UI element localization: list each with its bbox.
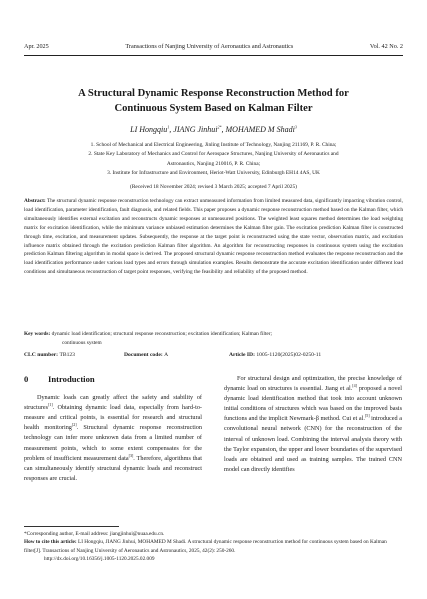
title-line: Continuous System Based on Kalman Filter	[114, 103, 313, 114]
classification-line	[24, 352, 403, 358]
clc-label: CLC number:	[24, 352, 59, 358]
doc-label: Document code:	[124, 352, 163, 358]
issue-date: Apr. 2025	[24, 42, 49, 50]
document-code	[124, 352, 229, 358]
body-text: . Structural dynamic response reconstruction technology can infer more unknown data from a limited number of measurement points, which to some extent compensates for the problem of insufficient measurement data	[24, 424, 202, 462]
article-id	[229, 352, 321, 358]
keywords	[24, 330, 403, 348]
keywords-text: dynamic load identification; structural response reconstruction; excitation identification; Kalman filter;	[51, 331, 272, 337]
affiliation-line: 3. Institute for Infrastructure and Environment, Heriot-Watt University, Edinburgh EH14 4AS, UK	[107, 170, 320, 177]
paper-title	[24, 86, 403, 116]
citation-ref[interactable]: [5]	[364, 413, 370, 419]
author-separator: ,	[169, 125, 174, 134]
affiliations	[30, 141, 397, 179]
citation-ref[interactable]: [2]	[71, 422, 77, 428]
section-heading	[24, 374, 202, 384]
abstract-label: Abstract:	[24, 198, 46, 204]
author-name: MOHAMED M Shadi	[225, 125, 295, 134]
header-rule	[24, 55, 403, 56]
corresponding-author: *Corresponding author, E-mail address: jiangjinhui@nuaa.edu.cn.	[24, 531, 165, 537]
article-label: Article ID:	[229, 352, 255, 358]
section-title: Introduction	[48, 374, 95, 384]
cite-text: LI Hongqiu, JIANG Jinhui, MOHAMED M Shadi. A structural dynamic response reconstruction method for continuous system based on Kalman filter[J]. Transactions of Nanjing University of Aeronautics and Astronautics, 2025, 42(2): 250-260.	[24, 539, 387, 554]
cite-label: How to cite this article:	[24, 539, 77, 546]
citation-ref[interactable]: [3]	[128, 452, 134, 458]
citation-ref[interactable]: [4]	[352, 383, 357, 389]
affiliation-line: 1. School of Mechanical and Electrical Engineering, Jinling Institute of Technology, Nanjing 211169, P. R. China;	[90, 142, 337, 148]
footnote-rule	[24, 526, 119, 527]
title-line: A Structural Dynamic Response Reconstruction Method for	[78, 88, 349, 99]
volume-number: Vol. 42 No. 2	[369, 42, 403, 50]
body-text: . Therefore, algorithms that can simultaneously identify structural dynamic loads and reconstruct responses are crucial.	[24, 454, 202, 482]
body-text: For structural design and optimization, the precise knowledge of dynamic load on structures is essential. Jiang et al.	[224, 375, 402, 393]
author-affil-mark: 1	[167, 124, 170, 130]
section-number: 0	[24, 374, 29, 384]
author-separator: ,	[221, 125, 226, 134]
received-dates: (Received 18 November 2024; revised 3 March 2025; accepted 7 April 2025)	[130, 184, 297, 190]
keywords-text-continued: continuous system	[62, 339, 102, 346]
citation-ref[interactable]: [1]	[48, 402, 53, 408]
intro-paragraph	[24, 393, 202, 484]
body-text: Dynamic loads can greatly affect the safety and stability of structures	[24, 394, 202, 412]
clc-number	[24, 352, 124, 358]
right-column	[224, 374, 402, 475]
author-affil-mark: 3	[294, 124, 297, 130]
left-column	[24, 374, 202, 484]
footnote	[24, 530, 403, 564]
abstract	[24, 197, 403, 277]
article-value: 1005-1120(2025)02-0250-11	[256, 352, 322, 358]
citation-info	[24, 538, 403, 555]
abstract-text: The structural dynamic response reconstruction technology can extract unmeasured information from limited measured data, significantly impacting vibration control, load identification, parameter identification, fault diagnosis, and related fields. This paper proposes a dynamic response reconstruction method based on the Kalman filter, which simultaneously identifies external excitation and reconstructs dynamic responses at unmeasured positions. The weighted least squares method determines the load weighting matrix for excitation identification, while the minimum variance unbiased estimation determines the Kalman filter gain. The excitation prediction Kalman filter is constructed through time, excitation, and measurement updates. Subsequently, the response at the target point is reconstructed using the state vector, observation matrix, and excitation influence matrix obtained through the excitation prediction Kalman filter algorithm. An algorithm for reconstructing responses in continuous system using the excitation prediction Kalman filtering algorithm in modal space is derived. The proposed structural dynamic response reconstruction method evaluates the response reconstruction and the load identification performance under various load types and errors through simulation examples. Results demonstrate the accurate excitation identification under different load conditions and simultaneous reconstruction of target point responses, verifying the feasibility and reliability of the proposed method.	[24, 198, 403, 276]
author-name: JIANG Jinhui	[173, 125, 218, 134]
clc-value: TB123	[59, 352, 75, 358]
doi-link[interactable]: http://dx.doi.org/10.16356/j.1005-1120.2025.02.009	[44, 556, 155, 563]
affiliation-line: 2. State Key Laboratory of Mechanics and Control for Aerospace Structures, Nanjing University of Aeronautics and	[88, 151, 339, 158]
intro-paragraph	[224, 374, 402, 475]
author-name: LI Hongqiu	[130, 125, 168, 134]
affiliation-line: Astronautics, Nanjing 210016, P. R. China;	[166, 160, 261, 167]
body-text: introduced a convolutional neural network (CNN) for the reconstruction of the interval of unknown load. Combining the interval analysis theory with the Taylor expansion, the upper and lower boundaries of the supervised loads are obtained and used as training samples. The trained CNN model can directly identifies	[224, 415, 402, 473]
doc-value: A	[164, 352, 169, 358]
author-affil-mark: 2*	[217, 124, 222, 130]
author-list	[24, 125, 403, 134]
body-text: proposed a novel dynamic load identification method that took into account unknown initial conditions of structures which was based on the improved basis functions and the implicit Newmark-β method. Cui et al.	[224, 385, 402, 423]
body-text: . Obtaining dynamic load data, especially from hard-to-measure and critical points, is essential for research and structural health monitoring	[24, 404, 202, 432]
keywords-label: Key words:	[24, 331, 51, 337]
journal-name: Transactions of Nanjing University of Aeronautics and Astronautics	[125, 42, 294, 50]
running-header	[24, 40, 403, 52]
